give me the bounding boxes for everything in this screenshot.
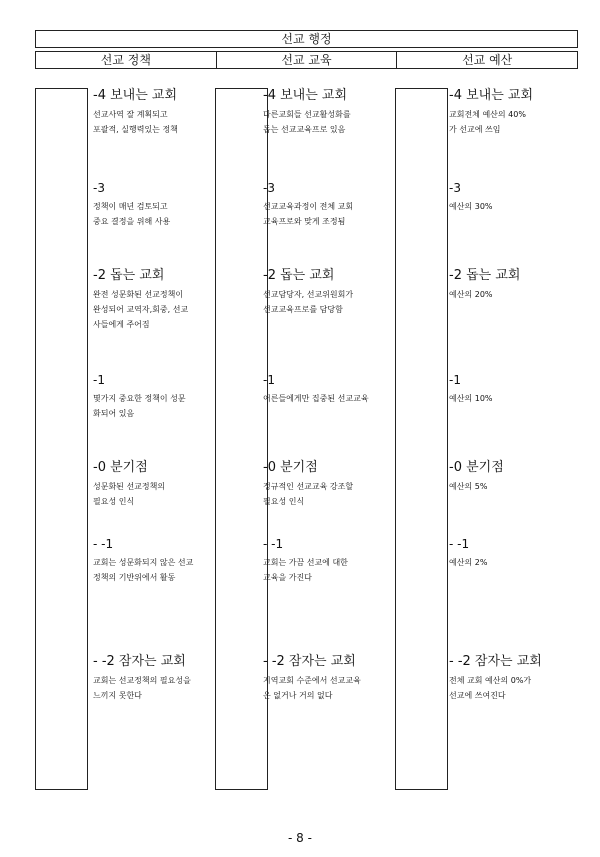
description-line: 교회전체 예산의 40% — [449, 110, 526, 119]
level-title: -2 돕는 교회 — [263, 268, 335, 283]
level-description — [449, 391, 600, 406]
page-title: 선교 행정 — [35, 30, 578, 48]
description-line: 예산의 2% — [449, 558, 488, 567]
description-line: 느끼지 못한다 — [93, 691, 142, 700]
level-title: -0 분기점 — [263, 460, 318, 475]
level-title: -4 보내는 교회 — [449, 88, 534, 103]
description-line: 성문화된 선교정책의 — [93, 482, 166, 491]
description-line: 교회는 성문화되지 않은 선교 — [93, 558, 194, 567]
level-description — [449, 479, 600, 494]
column-bar-education — [215, 88, 268, 790]
level-title: -1 — [93, 373, 105, 387]
description-line: 전체 교회 예산의 0%가 — [449, 676, 532, 685]
level-title: -2 돕는 교회 — [449, 268, 521, 283]
column-header-row — [35, 51, 578, 69]
level-item — [449, 654, 600, 703]
level-description — [449, 287, 600, 302]
description-line: 중요 결정을 위해 사용 — [93, 217, 171, 226]
description-line: 교회는 선교정책의 필요성을 — [93, 676, 191, 685]
level-title: - -1 — [93, 537, 114, 551]
level-title: -0 분기점 — [449, 460, 504, 475]
description-line: 교육을 가진다 — [263, 573, 312, 582]
level-title: -3 — [263, 181, 275, 195]
level-title: -0 분기점 — [93, 460, 148, 475]
level-description — [449, 555, 600, 570]
level-item — [449, 268, 600, 302]
description-line: 사들에게 주어짐 — [93, 320, 150, 329]
description-line: 가 선교에 쓰임 — [449, 125, 501, 134]
level-title: -4 보내는 교회 — [263, 88, 348, 103]
level-item — [449, 460, 600, 494]
level-title: -3 — [93, 181, 105, 195]
description-line: 교회는 가끔 선교에 대한 — [263, 558, 348, 567]
level-title: -3 — [449, 181, 461, 195]
column-bar-policy — [35, 88, 88, 790]
level-title: - -1 — [263, 537, 284, 551]
description-line: 필요성 인식 — [93, 497, 135, 506]
description-line: 은 없거나 거의 없다 — [263, 691, 333, 700]
level-description — [449, 107, 600, 137]
page-number: - 8 - — [288, 831, 312, 845]
level-title: - -2 잠자는 교회 — [449, 654, 542, 669]
description-line: 다른교회들 선교활성화를 — [263, 110, 351, 119]
description-line: 선교사역 잘 계획되고 — [93, 110, 168, 119]
description-line: 정책이 매년 검토되고 — [93, 202, 168, 211]
description-line: 교육프로와 맞게 조정됨 — [263, 217, 346, 226]
header-policy: 선교 정책 — [36, 52, 217, 68]
level-title: - -2 잠자는 교회 — [263, 654, 356, 669]
description-line: 예산의 30% — [449, 202, 493, 211]
description-line: 예산의 5% — [449, 482, 488, 491]
level-description — [449, 673, 600, 703]
description-line: 지역교회 수준에서 선교교육 — [263, 676, 361, 685]
level-title: -1 — [449, 373, 461, 387]
description-line: 완전 성문화된 선교정책이 — [93, 290, 184, 299]
level-title: -4 보내는 교회 — [93, 88, 178, 103]
header-education: 선교 교육 — [217, 52, 398, 68]
level-title: -1 — [263, 373, 275, 387]
description-line: 정규적인 선교교육 강조할 — [263, 482, 354, 491]
description-line: 화되어 있음 — [93, 409, 135, 418]
level-item — [449, 372, 600, 406]
level-item — [449, 536, 600, 570]
description-line: 예산의 20% — [449, 290, 493, 299]
description-line: 필요성 인식 — [263, 497, 305, 506]
level-title: -2 돕는 교회 — [93, 268, 165, 283]
level-description — [449, 199, 600, 214]
level-title: - -1 — [449, 537, 470, 551]
description-line: 돕는 선교교육프로 있음 — [263, 125, 346, 134]
description-line: 선교에 쓰여진다 — [449, 691, 506, 700]
column-bar-budget — [395, 88, 448, 790]
level-item — [449, 88, 600, 137]
description-line: 완성되어 교역자,회중, 선교 — [93, 305, 189, 314]
description-line: 몇가지 중요한 정책이 성문 — [93, 394, 186, 403]
level-title: - -2 잠자는 교회 — [93, 654, 186, 669]
description-line: 예산의 10% — [449, 394, 493, 403]
description-line: 포괄적, 실행력있는 정책 — [93, 125, 178, 134]
header-budget: 선교 예산 — [462, 53, 513, 67]
level-item — [449, 180, 600, 214]
description-line: 선교교육과정이 전체 교회 — [263, 202, 354, 211]
description-line: 선교교육프로를 담당함 — [263, 305, 343, 314]
description-line: 정책의 기반위에서 활동 — [93, 573, 176, 582]
description-line: 어른들에게만 집중된 선교교육 — [263, 394, 369, 403]
description-line: 선교담당자, 선교위원회가 — [263, 290, 354, 299]
